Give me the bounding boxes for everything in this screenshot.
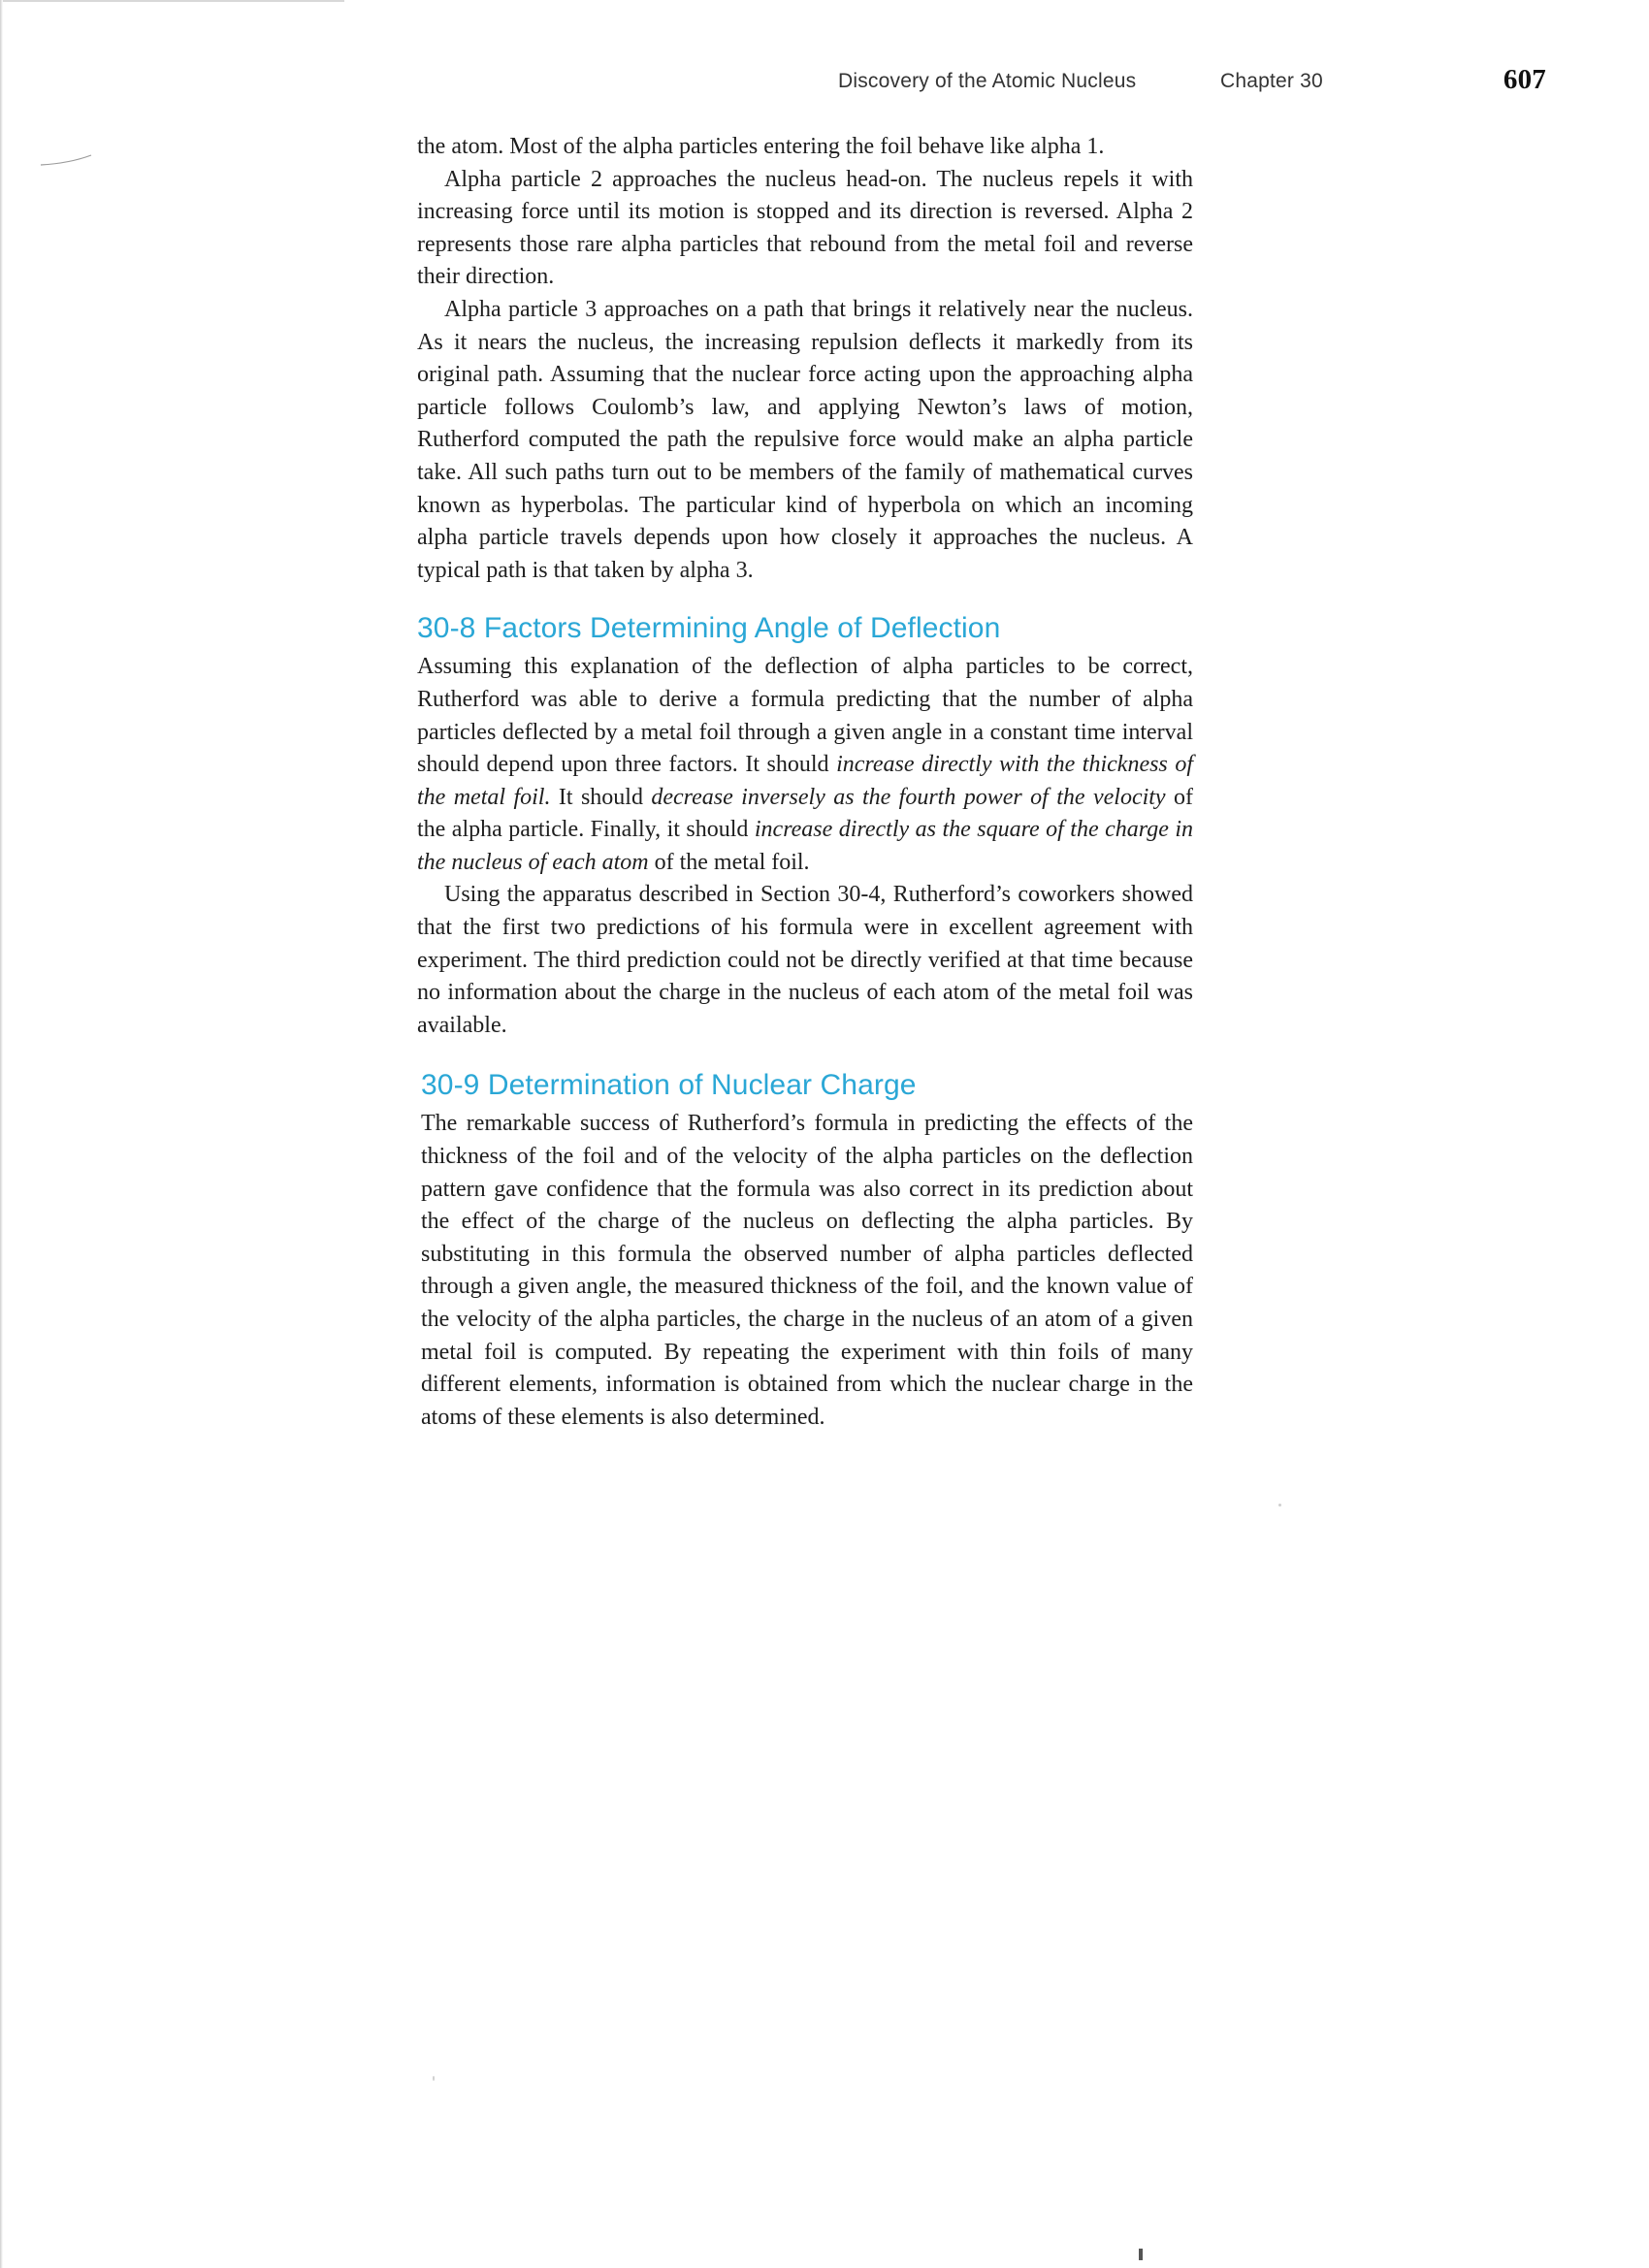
running-head-title: Discovery of the Atomic Nucleus — [838, 70, 1137, 92]
text-run: of the metal foil. — [648, 849, 810, 875]
running-head — [838, 64, 1546, 101]
scan-edge-top — [0, 0, 344, 2]
emphasis-thickness: increase directly with the thickness of the metal foil. — [417, 752, 1193, 810]
section-heading-30-8: 30-8 Factors Determining Angle of Deflection — [417, 612, 1001, 645]
paragraph-alpha-3: Alpha particle 3 approaches on a path that brings it relatively near the nucleus. As it nears the nucleus, the increasing repulsion deflects it markedly from its original path. Assuming that the nuclear force acting upon the approaching alpha particle follows Coulomb’s law, and applying Newton’s laws of motion, Rutherford computed the path the repulsive force would make an alpha particle take. All such paths turn out to be members of the family of mathematical curves known as hyperbolas. The particular kind of hyperbola on which an incoming alpha particle travels depends upon how closely it approaches the nucleus. A typical path is that taken by alpha 3. — [417, 296, 1193, 583]
scan-mark-bottom — [1139, 2249, 1143, 2260]
text-run: Assuming this explanation of the deflection of alpha particles to be correct, Rutherford was able to derive a formula predicting that the number of alpha particles deflected by a metal foil through a given angle in a constant time interval should depend upon three factors. It should — [417, 654, 1193, 778]
paragraph-nuclear-charge: The remarkable success of Rutherford’s formula in predicting the effects of the thickness of the foil and of the velocity of the alpha particles on the deflection pattern gave confidence that the formula was also correct in its prediction about the effect of the charge of the nucleus on deflecting the alpha particles. By substituting in this formula the observed number of alpha particles deflected through a given angle, the measured thickness of the foil, and the known value of the velocity of the alpha particles, the charge in the nucleus of an atom of a given metal foil is computed. By repeating the experiment with thin foils of many different elements, information is obtained from which the nuclear charge in the atoms of these elements is also determined. — [421, 1111, 1193, 1430]
text-run: It should — [550, 784, 652, 810]
stray-pen-mark — [39, 153, 93, 167]
paragraph-deflection-factors — [417, 651, 1193, 879]
section-heading-30-9: 30-9 Determination of Nuclear Charge — [421, 1069, 917, 1102]
paragraph-continued: the atom. Most of the alpha particles entering the foil behave like alpha 1. — [417, 134, 1105, 159]
text-run: of the alpha particle. Finally, it should — [417, 784, 1193, 843]
emphasis-charge: increase directly as the square of the charge in the nucleus of each atom — [417, 817, 1193, 875]
text-column — [417, 131, 1193, 1434]
emphasis-velocity: decrease inversely as the fourth power of the velocity — [651, 784, 1166, 810]
scan-dust — [1278, 1504, 1281, 1507]
page-number: 607 — [1503, 64, 1546, 95]
scan-dust — [433, 2076, 435, 2081]
paragraph-alpha-2: Alpha particle 2 approaches the nucleus head-on. The nucleus repels it with increasing force until its motion is stopped and its direction is reversed. Alpha 2 represents those rare alpha particles that rebound from the metal foil and reverse their direction. — [417, 166, 1193, 290]
paragraph-apparatus: Using the apparatus described in Section 30-4, Rutherford’s coworkers showed that the first two predictions of his formula were in excellent agreement with experiment. The third prediction could not be directly verified at that time because no information about the charge in the nucleus of each atom of the metal foil was available. — [417, 882, 1193, 1038]
scan-edge-left — [0, 0, 3, 2268]
running-head-chapter: Chapter 30 — [1220, 70, 1323, 92]
